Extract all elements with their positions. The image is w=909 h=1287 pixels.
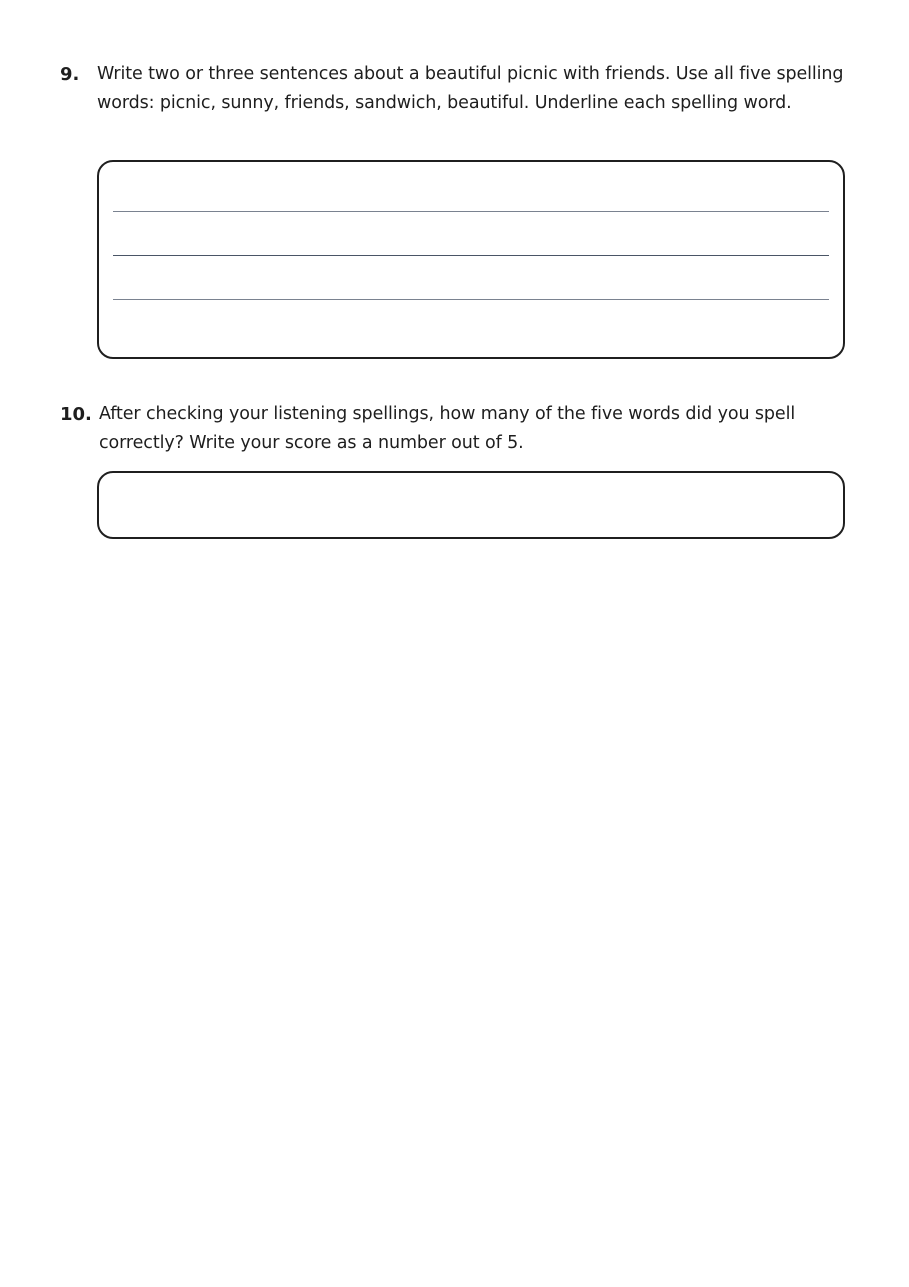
question-number: 9. [60,64,80,85]
question-text: Write two or three sentences about a beautiful picnic with friends. Use all five spelling words: picnic, sunny, friends, sandwich, beautiful. Underline each spelling word. [97,64,844,113]
answer-box-question-9[interactable] [97,160,845,359]
writing-line [113,211,829,212]
question-number: 10. [60,404,92,425]
question-text: After checking your listening spellings, how many of the five words did you spell correctly? Write your score as a number out of 5. [99,404,796,453]
writing-line [113,299,829,300]
writing-line [113,255,829,256]
answer-box-question-10[interactable] [97,471,845,539]
